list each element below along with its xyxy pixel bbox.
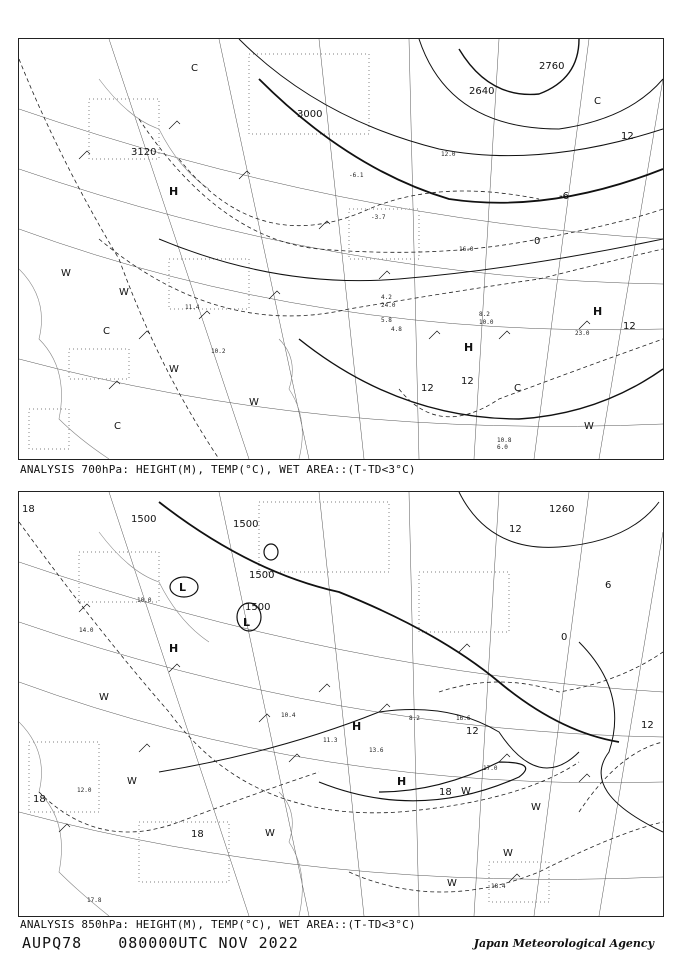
height-label: 3000 [297,109,323,120]
product-id: AUPQ78 [22,934,83,952]
high-center: H [593,305,603,318]
region-label: W [584,421,594,432]
valid-time: 080000UTC NOV 2022 [118,934,299,952]
station-value: 10.0 [479,319,494,326]
station-value: 17.0 [483,765,498,772]
temp-label: 12 [461,376,474,387]
region-label: C [594,96,601,107]
station-value: 8.2 [409,715,420,722]
temp-label: 18 [439,787,452,798]
wind-barbs [79,121,590,389]
temp-label: 12 [623,321,636,332]
region-label: W [265,828,275,839]
high-center: H [169,642,179,655]
height-label: 2760 [539,61,565,72]
station-value: 12.0 [77,787,92,794]
station-value: 8.2 [479,311,490,318]
coastline [19,532,302,916]
station-value: 10.2 [211,348,226,355]
region-label: C [103,326,110,337]
low-center: L [179,581,187,594]
station-value: 11.3 [323,737,338,744]
station-value: 13.6 [369,747,384,754]
temp-label: 12 [641,720,654,731]
station-value: 12.0 [441,151,456,158]
temp-contours [19,522,663,892]
height-label: 1260 [549,504,575,515]
station-value: 10.4 [281,712,296,719]
high-center: H [352,720,362,733]
temp-label: 0 [534,236,541,247]
station-value: 18.4 [491,883,506,890]
temp-label: 12 [509,524,522,535]
station-value: 14.0 [79,627,94,634]
region-label: W [503,848,513,859]
graticule [19,39,663,459]
height-label: 2640 [469,86,495,97]
height-label: 1500 [131,514,157,525]
station-value: 24.0 [381,302,396,309]
height-label: 1500 [245,602,271,613]
height-contours [159,492,663,832]
region-label: C [514,383,521,394]
height-label: 1500 [233,519,259,530]
temp-contours [19,59,663,459]
high-center: H [169,185,179,198]
station-value: 10.8 [497,437,512,444]
region-label: C [191,63,198,74]
station-value: 23.0 [575,330,590,337]
region-label: W [249,397,259,408]
station-value: 10.0 [137,597,152,604]
region-label: W [99,692,109,703]
temp-label: 12 [466,726,479,737]
region-label: W [169,364,179,375]
region-label: W [447,878,457,889]
region-label: W [531,802,541,813]
station-value: 16.0 [459,246,474,253]
temp-label: 12 [421,383,434,394]
station-value: 5.8 [381,317,392,324]
height-label: 1500 [249,570,275,581]
region-label: W [61,268,71,279]
low-center: L [243,616,251,629]
temp-label: 18 [33,794,46,805]
region-label: W [119,287,129,298]
temp-label: -6 [559,191,569,202]
map-700hpa [18,38,664,460]
region-label: C [114,421,121,432]
high-center: H [464,341,474,354]
temp-label: 12 [621,131,634,142]
graticule [19,492,663,916]
caption-850hpa: ANALYSIS 850hPa: HEIGHT(M), TEMP(°C), WET AREA::(T-TD<3°C) [20,918,416,931]
temp-label: 18 [191,829,204,840]
station-value: 17.8 [87,897,102,904]
region-label: W [461,786,471,797]
station-value: 11.4 [185,304,200,311]
product-header [22,934,325,952]
wet-area [29,54,419,449]
region-label: W [127,776,137,787]
map-850hpa-canvas [19,492,663,916]
temp-label: 6 [605,580,612,591]
station-value: -6.1 [349,172,364,179]
station-value: 6.0 [497,444,508,451]
station-value: 4.8 [391,326,402,333]
map-850hpa [18,491,664,917]
station-value: -3.7 [371,214,386,221]
station-value: 4.2 [381,294,392,301]
temp-label: 18 [22,504,35,515]
temp-label: 0 [561,632,568,643]
agency-name: Japan Meteorological Agency [473,937,654,950]
height-label: 3120 [131,147,157,158]
map-700hpa-canvas [19,39,663,459]
caption-700hpa: ANALYSIS 700hPa: HEIGHT(M), TEMP(°C), WET AREA::(T-TD<3°C) [20,463,416,476]
high-center: H [397,775,407,788]
station-value: 16.6 [456,715,471,722]
